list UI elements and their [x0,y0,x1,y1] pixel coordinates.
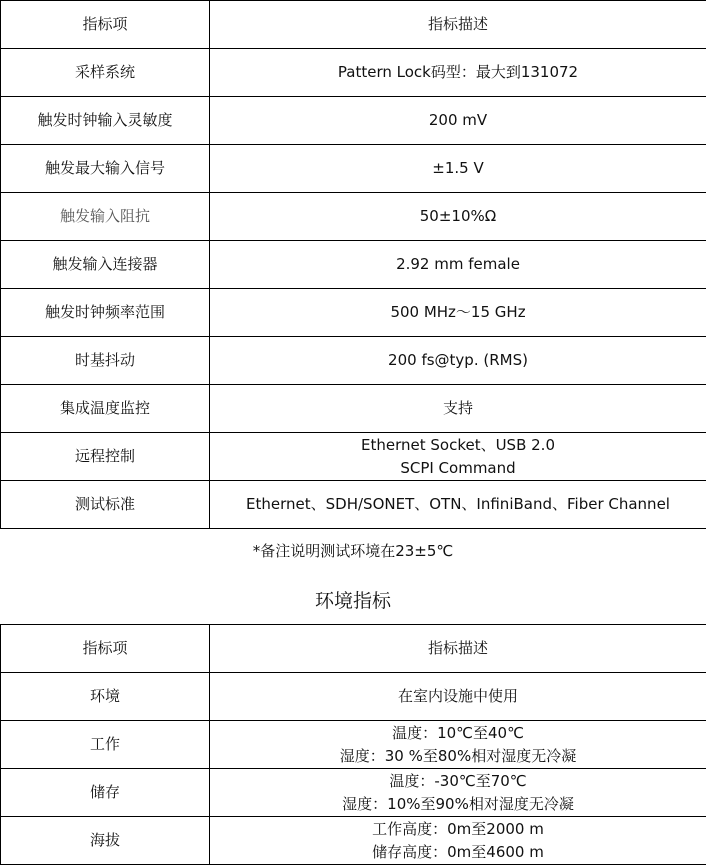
row-item: 工作 [1,721,210,769]
table-row [1,769,706,817]
table-row [1,241,706,289]
row-item: 远程控制 [1,433,210,481]
table-row [1,385,706,433]
desc-line: Pattern Lock码型：最大到131072 [337,63,579,81]
row-item: 触发时钟输入灵敏度 [1,97,210,145]
row-item: 集成温度监控 [1,385,210,433]
desc-line: 200 mV [428,111,488,129]
desc-line: 湿度：30 %至80%相对湿度无冷凝 [339,746,577,765]
table-row [1,721,706,769]
row-desc [210,385,706,433]
table-row [1,433,706,481]
footnote: *备注说明测试环境在23±5℃ [252,542,454,560]
row-item: 时基抖动 [1,337,210,385]
table-row [1,673,706,721]
table-header-row [1,1,706,49]
section-title: 环境指标 [314,590,391,612]
desc-line: Ethernet、SDH/SONET、OTN、InfiniBand、Fiber Channel [246,495,670,513]
desc-line: 2.92 mm female [396,255,520,273]
header-cell-item: 指标项 [1,1,210,49]
table-header-row [1,625,706,673]
row-desc [210,673,706,721]
row-item: 触发最大输入信号 [1,145,210,193]
row-desc [210,49,706,97]
table-row [1,481,706,529]
row-item: 触发时钟频率范围 [1,289,210,337]
row-desc [210,433,706,481]
desc-line: 储存高度：0m至4600 m [372,842,544,861]
desc-line: 湿度：10%至90%相对湿度无冷凝 [342,794,574,813]
table-row [1,97,706,145]
row-desc [210,289,706,337]
header-cell-item: 指标项 [1,625,210,673]
row-desc [210,721,706,769]
desc-line: 500 MHz～15 GHz [390,303,526,321]
table-row [1,289,706,337]
row-item: 测试标准 [1,481,210,529]
row-desc [210,769,706,817]
row-item: 触发输入阻抗 [1,193,210,241]
row-item: 触发输入连接器 [1,241,210,289]
table-row [1,193,706,241]
table-row [1,49,706,97]
environment-table [0,624,706,865]
row-desc [210,145,706,193]
desc-line: 温度：-30℃至70℃ [389,771,527,790]
desc-line: SCPI Command [400,458,516,477]
desc-line: 温度：10℃至40℃ [392,723,524,742]
table-row [1,145,706,193]
desc-line: 支持 [442,399,473,417]
row-item: 海拔 [1,817,210,865]
desc-line: 工作高度：0m至2000 m [372,819,544,838]
row-desc [210,193,706,241]
header-cell-desc: 指标描述 [210,625,706,673]
row-desc [210,481,706,529]
desc-line: 在室内设施中使用 [397,687,518,705]
row-item: 采样系统 [1,49,210,97]
table-row [1,817,706,865]
desc-line: 200 fs@typ. (RMS) [388,351,528,369]
row-desc [210,337,706,385]
desc-line: ±1.5 V [432,159,484,177]
desc-line: Ethernet Socket、USB 2.0 [360,435,555,454]
row-desc [210,241,706,289]
row-desc [210,97,706,145]
header-cell-desc: 指标描述 [210,1,706,49]
row-item: 储存 [1,769,210,817]
table-row [1,337,706,385]
row-desc [210,817,706,865]
row-item: 环境 [1,673,210,721]
desc-line: 50±10%Ω [419,207,497,225]
